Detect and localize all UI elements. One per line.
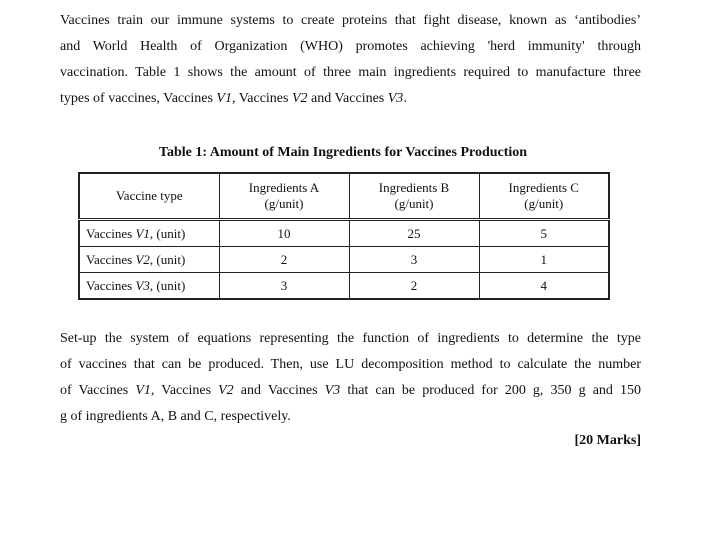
vaccine-v2-label: V2: [218, 383, 234, 398]
header-name: Ingredients C: [508, 180, 579, 195]
row-vaccine-label: [79, 273, 219, 300]
vaccine-v3-label: V3: [324, 383, 341, 398]
row-vaccine-id: V2: [135, 251, 150, 267]
header-ingredient-c: [479, 173, 609, 220]
row-suffix: , (unit): [149, 277, 186, 293]
intro-line-4-prefix: types of vaccines, Vaccines: [60, 91, 217, 106]
intro-line-3: vaccination. Table 1 shows the amount of three main ingredients required to manufacture three: [60, 65, 641, 80]
task-sep-1: , Vaccines: [150, 383, 219, 398]
intro-paragraph: [60, 8, 641, 112]
intro-line-1: Vaccines train our immune systems to create proteins that fight disease, known as ‘antibodies’: [60, 13, 641, 28]
row-suffix: , (unit): [149, 225, 186, 241]
cell-ingredient-a: 3: [219, 273, 349, 300]
row-vaccine-label: [79, 247, 219, 273]
table-caption: Table 1: Amount of Main Ingredients for Vaccines Production: [158, 145, 528, 160]
intro-sep-2: and Vaccines: [307, 91, 388, 106]
cell-ingredient-b: 25: [349, 220, 479, 247]
intro-line-4: [60, 86, 641, 112]
table-row: [79, 273, 609, 300]
task-line-4: g of ingredients A, B and C, respectively.: [60, 409, 291, 424]
vaccine-v1-label: V1: [216, 91, 232, 106]
cell-ingredient-c: 5: [479, 220, 609, 247]
table-row: [79, 220, 609, 247]
header-name: Ingredients A: [248, 180, 320, 195]
cell-ingredient-c: 4: [479, 273, 609, 300]
cell-ingredient-a: 10: [219, 220, 349, 247]
vaccine-v1-label: V1: [135, 383, 151, 398]
task-line-3-prefix: of Vaccines: [60, 383, 136, 398]
vaccine-v2-label: V2: [291, 91, 308, 106]
vaccine-v3-label: V3: [387, 91, 404, 106]
cell-ingredient-b: 2: [349, 273, 479, 300]
table-row: [79, 247, 609, 273]
row-prefix: Vaccines: [86, 251, 136, 267]
task-line-1: Set-up the system of equations representing the function of ingredients to determine the type: [60, 331, 641, 346]
ingredients-table: [78, 172, 610, 300]
header-unit: (g/unit): [524, 196, 564, 211]
intro-line-4-suffix: .: [403, 91, 407, 106]
row-prefix: Vaccines: [86, 225, 136, 241]
row-prefix: Vaccines: [86, 277, 136, 293]
header-unit: (g/unit): [264, 196, 304, 211]
row-vaccine-label: [79, 220, 219, 247]
marks-label: [20 Marks]: [574, 433, 641, 448]
task-line-3-suffix: that can be produced for 200 g, 350 g and 150: [340, 383, 642, 398]
cell-ingredient-a: 2: [219, 247, 349, 273]
header-name: Ingredients B: [378, 180, 450, 195]
task-line-3: [60, 378, 641, 404]
task-sep-2: and Vaccines: [233, 383, 325, 398]
task-line-2: of vaccines that can be produced. Then, use LU decomposition method to calculate the number: [60, 357, 641, 372]
row-suffix: , (unit): [149, 251, 186, 267]
task-paragraph: [60, 326, 641, 430]
intro-sep-1: , Vaccines: [231, 91, 292, 106]
header-ingredient-a: [219, 173, 349, 220]
header-unit: (g/unit): [394, 196, 434, 211]
row-vaccine-id: V3: [135, 277, 150, 293]
header-name: Vaccine type: [115, 188, 183, 203]
header-vaccine-type: [79, 173, 219, 220]
row-vaccine-id: V1: [135, 225, 150, 241]
cell-ingredient-b: 3: [349, 247, 479, 273]
intro-line-2: and World Health of Organization (WHO) promotes achieving 'herd immunity' through: [60, 39, 641, 54]
cell-ingredient-c: 1: [479, 247, 609, 273]
header-ingredient-b: [349, 173, 479, 220]
table-header-row: [79, 173, 609, 220]
